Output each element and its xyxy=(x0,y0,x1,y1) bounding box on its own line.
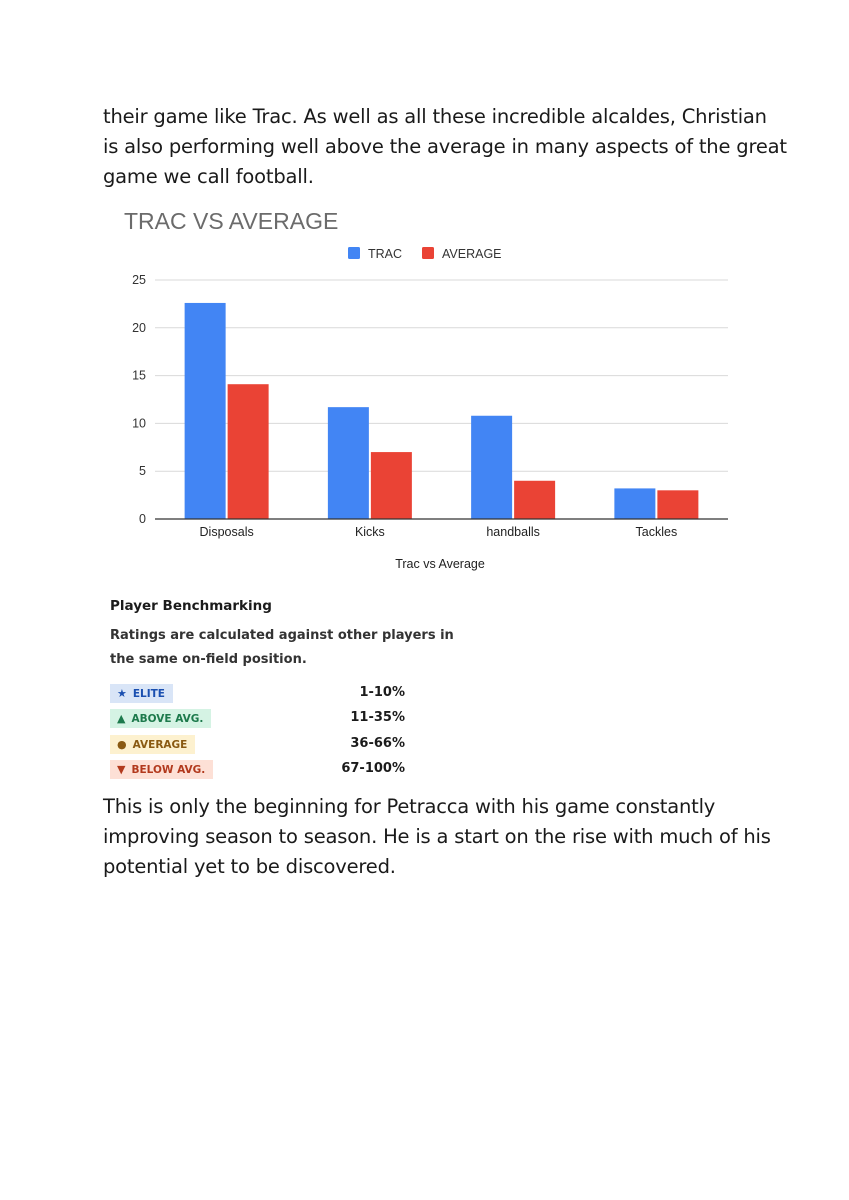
bar-trac xyxy=(614,488,655,519)
star-icon: ★ xyxy=(117,687,127,700)
triangle-up-icon: ▲ xyxy=(117,712,126,725)
bar-average xyxy=(657,490,698,519)
rating-range: 11-35% xyxy=(350,710,405,725)
outro-paragraph xyxy=(103,792,771,882)
legend-swatch-average xyxy=(422,247,434,259)
x-tick-label: handballs xyxy=(486,525,540,539)
x-axis-title: Trac vs Average xyxy=(395,557,485,571)
text-line: game we call football. xyxy=(103,165,314,188)
rating-row-below-avg xyxy=(110,760,405,780)
y-tick-label: 25 xyxy=(132,273,146,287)
below-avg-badge xyxy=(110,760,213,779)
bar-average xyxy=(228,384,269,519)
subtitle-line: Ratings are calculated against other players in xyxy=(110,628,454,643)
text-line: their game like Trac. As well as all these incredible alcaldes, Christian xyxy=(103,105,767,128)
rating-row-elite xyxy=(110,684,405,704)
rating-range: 67-100% xyxy=(341,761,405,776)
subtitle-line: the same on-field position. xyxy=(110,652,307,667)
badge-label: BELOW AVG. xyxy=(131,763,206,776)
rating-row-above-avg xyxy=(110,709,405,729)
y-tick-label: 10 xyxy=(132,416,146,431)
rating-row-average xyxy=(110,735,405,755)
circle-icon: ● xyxy=(117,738,127,751)
badge-label: ELITE xyxy=(132,687,165,700)
chart-svg xyxy=(110,200,740,585)
bar-trac xyxy=(185,303,226,519)
text-line: improving season to season. He is a start on the rise with much of his xyxy=(103,825,771,848)
benchmark-title: Player Benchmarking xyxy=(110,598,272,614)
rating-range: 1-10% xyxy=(359,685,405,700)
x-tick-label: Kicks xyxy=(354,525,385,539)
benchmark-subtitle xyxy=(110,624,454,672)
y-tick-label: 5 xyxy=(139,464,146,479)
y-tick-label: 0 xyxy=(139,512,146,526)
y-tick-label: 15 xyxy=(132,368,146,383)
elite-badge xyxy=(110,684,173,703)
text-line: is also performing well above the average in many aspects of the great xyxy=(103,135,787,158)
chart-title: TRAC VS AVERAGE xyxy=(124,208,339,234)
y-tick-label: 20 xyxy=(132,320,146,335)
rating-range: 36-66% xyxy=(350,736,405,751)
triangle-down-icon: ▼ xyxy=(117,763,126,776)
badge-label: AVERAGE xyxy=(132,738,188,751)
bar-average xyxy=(514,481,555,519)
bar-trac xyxy=(328,407,369,519)
x-tick-label: Tackles xyxy=(635,525,678,539)
legend-label: TRAC xyxy=(368,247,403,261)
bar-average xyxy=(371,452,412,519)
average-badge xyxy=(110,735,195,754)
legend-swatch-trac xyxy=(348,247,360,259)
above-avg-badge xyxy=(110,709,211,728)
bar-trac xyxy=(471,416,512,519)
bar-chart xyxy=(110,200,740,585)
x-tick-label: Disposals xyxy=(199,525,254,539)
badge-label: ABOVE AVG. xyxy=(131,712,204,725)
text-line: potential yet to be discovered. xyxy=(103,855,396,878)
legend-label: AVERAGE xyxy=(442,247,502,261)
intro-paragraph xyxy=(103,102,787,192)
text-line: This is only the beginning for Petracca with his game constantly xyxy=(103,795,716,818)
